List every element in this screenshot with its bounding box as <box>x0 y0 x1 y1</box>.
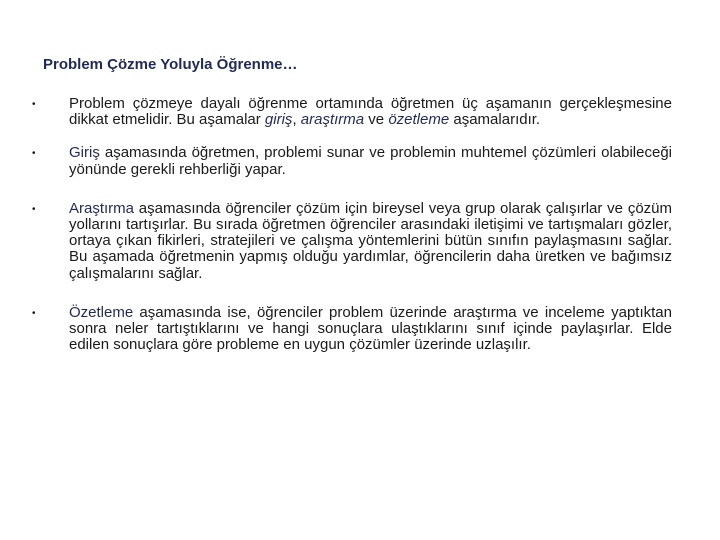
stage-keyword: Giriş <box>69 144 100 162</box>
bullet-list <box>30 96 672 370</box>
bullet-marker: • <box>32 203 36 215</box>
bullet-text <box>69 145 672 177</box>
bullet-text <box>69 96 672 128</box>
bullet-item-giris <box>30 145 672 177</box>
intro-text-start: Problem çözmeye dayalı öğrenme ortamında öğretmen üç aşamanın gerçekleşmesine dikkat etmelidir. Bu aşamalar <box>69 95 672 129</box>
stage-keyword: Araştırma <box>69 199 135 217</box>
separator-text: , <box>292 111 301 129</box>
stage-term-giris: giriş <box>264 111 293 129</box>
bullet-marker: • <box>32 99 36 110</box>
bullet-item-arastirma <box>30 201 672 282</box>
bullet-item-intro <box>30 96 672 128</box>
stage-description: aşamasında öğrenciler çözüm için bireysel veya grup olarak çalışırlar ve çözüm yollarını tartışırlar. Bu sırada öğretmen öğrenciler arasındaki iletişimi ve tartışmaları gözler, ortaya çıkan fikirleri, stratejileri ve çalışma yöntemlerini bütün sınıfın paylaşmasını sağlar. Bu aşamada öğretmenin yapmış olduğu yardımlar, öğrencilerin daha üretken ve bağımsız çalışmalarını sağlar. <box>69 199 672 282</box>
intro-text-end: aşamalarıdır. <box>449 111 541 129</box>
bullet-text <box>69 305 672 354</box>
bullet-text <box>69 201 672 282</box>
stage-description: aşamasında öğretmen, problemi sunar ve problemin muhtemel çözümleri olabileceği yönünde gerekli rehberliği yapar. <box>69 144 672 178</box>
stage-description: aşamasında ise, öğrenciler problem üzerinde araştırma ve inceleme yaptıktan sonra neler tartıştıklarını ve hangi sonuçlara ulaştıklarını sınıf içinde paylaşırlar. Elde edilen sonuçlara göre probleme en uygun çözümler üzerinde uzlaşılır. <box>69 303 672 354</box>
stage-term-ozetleme: özetleme <box>388 111 450 129</box>
stage-term-arastirma: araştırma <box>300 111 365 129</box>
stage-keyword: Özetleme <box>69 303 134 321</box>
bullet-item-ozetleme <box>30 305 672 354</box>
bullet-marker: • <box>32 307 36 319</box>
slide-title: Problem Çözme Yoluyla Öğrenme… <box>43 56 298 73</box>
bullet-marker: • <box>32 148 36 160</box>
separator-text: ve <box>364 111 389 129</box>
